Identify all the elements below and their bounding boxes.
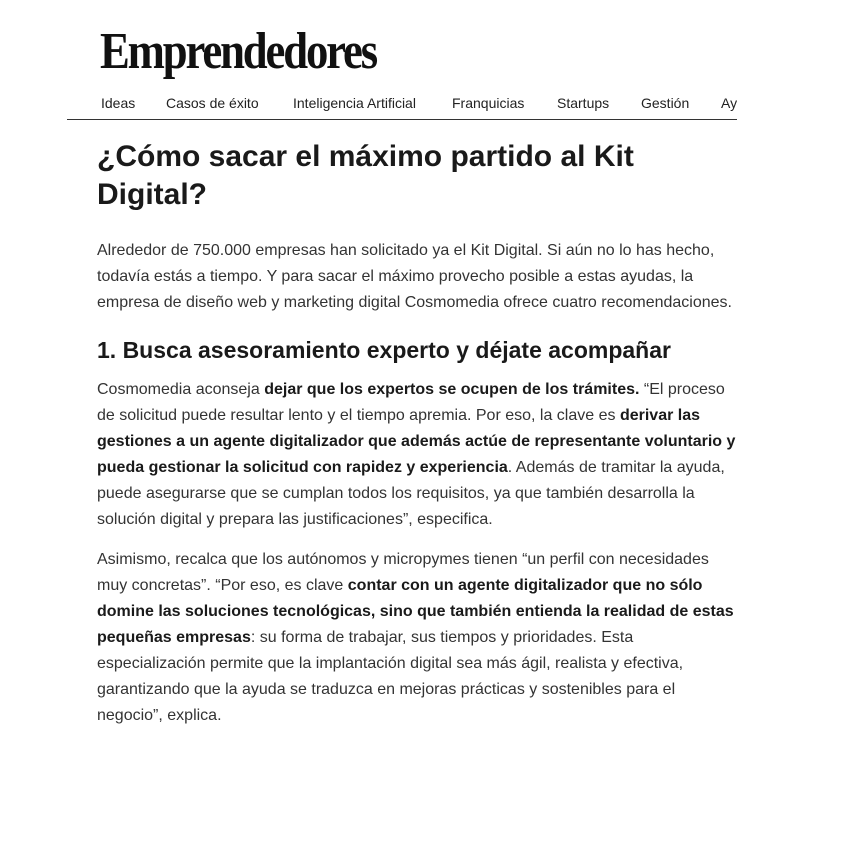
article bbox=[97, 138, 737, 729]
nav-item-casos-de-exito[interactable]: Casos de éxito bbox=[166, 95, 259, 111]
nav-item-inteligencia-artificial[interactable]: Inteligencia Artificial bbox=[293, 95, 416, 111]
paragraph-1-text-3: . Además de tramitar la ayuda, puede asegurarse que se cumplan todos los requisitos, ya que también desarrolla la solución digital y prepara las justificaciones”, especifica. bbox=[97, 459, 725, 528]
article-lead: Alrededor de 750.000 empresas han solicitado ya el Kit Digital. Si aún no lo has hecho, todavía estás a tiempo. Y para sacar el máximo provecho posible a estas ayudas, la empresa de diseño web y marketing digital Cosmomedia ofrece cuatro recomendaciones. bbox=[97, 242, 732, 311]
article-paragraph-2 bbox=[97, 547, 737, 729]
paragraph-1-bold-2: derivar las gestiones a un agente digitalizador que además actúe de representante voluntario y pueda gestionar la solicitud con rapidez y experiencia bbox=[97, 407, 736, 476]
nav-item-franquicias[interactable]: Franquicias bbox=[452, 95, 525, 111]
article-paragraph-1 bbox=[97, 377, 737, 533]
paragraph-2-text-2: : su forma de trabajar, sus tiempos y prioridades. Esta especialización permite que la implantación digital sea más ágil, realista y efectiva, garantizando que la ayuda se traduzca en mejoras prácticas y sostenibles para el negocio”, explica. bbox=[97, 629, 684, 724]
main-nav bbox=[67, 86, 737, 120]
paragraph-2-bold-1: contar con un agente digitalizador que no sólo domine las soluciones tecnológicas, sino que también entienda la realidad de estas pequeñas empresas bbox=[97, 577, 734, 646]
paragraph-2-text-1: Asimismo, recalca que los autónomos y micropymes tienen “un perfil con necesidades muy concretas”. “Por eso, es clave bbox=[97, 551, 709, 594]
paragraph-1-text-1: Cosmomedia aconseja bbox=[97, 381, 265, 398]
nav-item-startups[interactable]: Startups bbox=[557, 95, 610, 111]
paragraph-1-bold-1: dejar que los expertos se ocupen de los trámites. bbox=[264, 381, 640, 398]
paragraph-1-text-2: “El proceso de solicitud puede resultar lento y el tiempo apremia. Por eso, la clave es bbox=[97, 381, 725, 424]
nav-item-ayudas-truncated[interactable]: Ay bbox=[721, 95, 737, 111]
site-logo[interactable]: Emprendedores bbox=[100, 23, 377, 80]
article-title: ¿Cómo sacar el máximo partido al Kit Digital? bbox=[97, 140, 634, 211]
nav-item-ideas[interactable]: Ideas bbox=[101, 95, 136, 111]
section-1-title: 1. Busca asesoramiento experto y déjate acompañar bbox=[97, 337, 671, 363]
nav-item-gestion[interactable]: Gestión bbox=[641, 95, 690, 111]
